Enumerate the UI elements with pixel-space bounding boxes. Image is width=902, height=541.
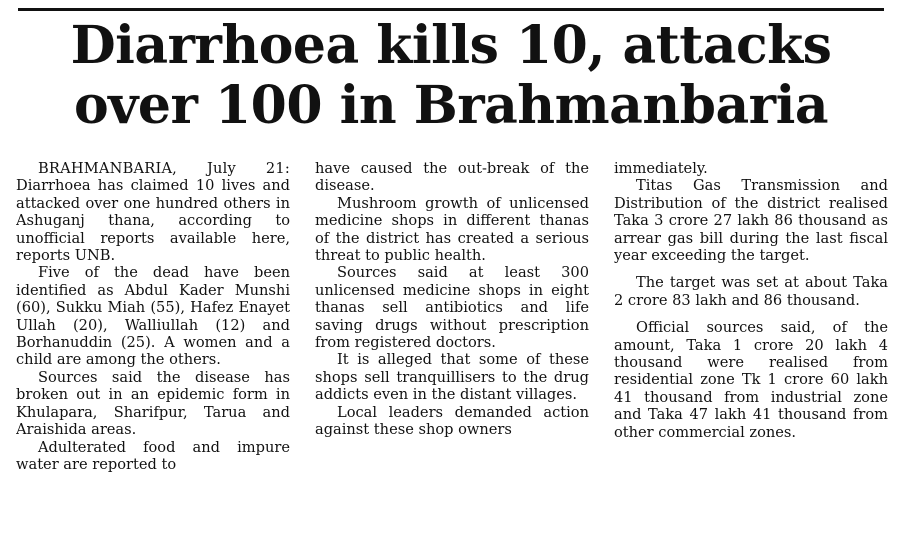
paragraph-10: The target was set at about Taka 2 crore 83 lakh and 86 thousand. xyxy=(614,274,888,309)
article-body xyxy=(16,160,888,538)
column-3 xyxy=(614,160,888,538)
paragraph-11: Official sources said, of the amount, Taka 1 crore 20 lakh 4 thousand were realised from residential zone Tk 1 crore 60 lakh 41 thousand from industrial zone and Taka 47 lakh 41 thousand from other commercial zones. xyxy=(614,319,888,441)
headline-line-1: Diarrhoea kills 10, attacks xyxy=(70,15,832,76)
paragraph-8-start: Local leaders demanded action against these shop owners xyxy=(315,403,589,439)
headline-line-2: over 100 in Brahmanbaria xyxy=(73,75,829,136)
paragraph-1 xyxy=(16,160,290,264)
paragraph-2: Five of the dead have been identified as Abdul Kader Munshi (60), Sukku Miah (55), Hafez Enayet Ullah (20), Walliullah (12) and Borhanuddin (25). A women and a child are among the others. xyxy=(16,264,290,369)
paragraph-8-end: immediately. xyxy=(614,160,708,177)
paragraph-3: Sources said the disease has broken out in an epidemic form in Khulapara, Sharifpur, Tarua and Araishida areas. xyxy=(16,368,290,439)
paragraph-6: Sources said at least 300 unlicensed medicine shops in eight thanas sell antibiotics and life saving drugs without prescription from registered doctors. xyxy=(315,264,589,352)
paragraph-1-text: Diarrhoea has claimed 10 lives and attacked over one hundred others in Ashuganj thana, according to unofficial reports available here, reports UNB. xyxy=(16,177,290,265)
paragraph-5: Mushroom growth of unlicensed medicine shops in different thanas of the district has created a serious threat to public health. xyxy=(315,194,589,265)
paragraph-7: It is alleged that some of these shops sell tranquillisers to the drug addicts even in the distant villages. xyxy=(315,351,589,404)
column-1 xyxy=(16,160,290,538)
dateline: BRAHMANBARIA, July 21: xyxy=(38,160,290,177)
paragraph-9: Titas Gas Transmission and Distribution of the district realised Taka 3 crore 27 lakh 86 thousand as arrear gas bill during the last fiscal year exceeding the target. xyxy=(614,177,888,265)
paragraph-4-start: Adulterated food and impure water are reported to xyxy=(16,438,290,473)
headline xyxy=(0,16,902,136)
column-2 xyxy=(315,160,589,538)
paragraph-4-end: have caused the out-break of the disease. xyxy=(315,160,589,195)
top-rule xyxy=(18,8,884,11)
